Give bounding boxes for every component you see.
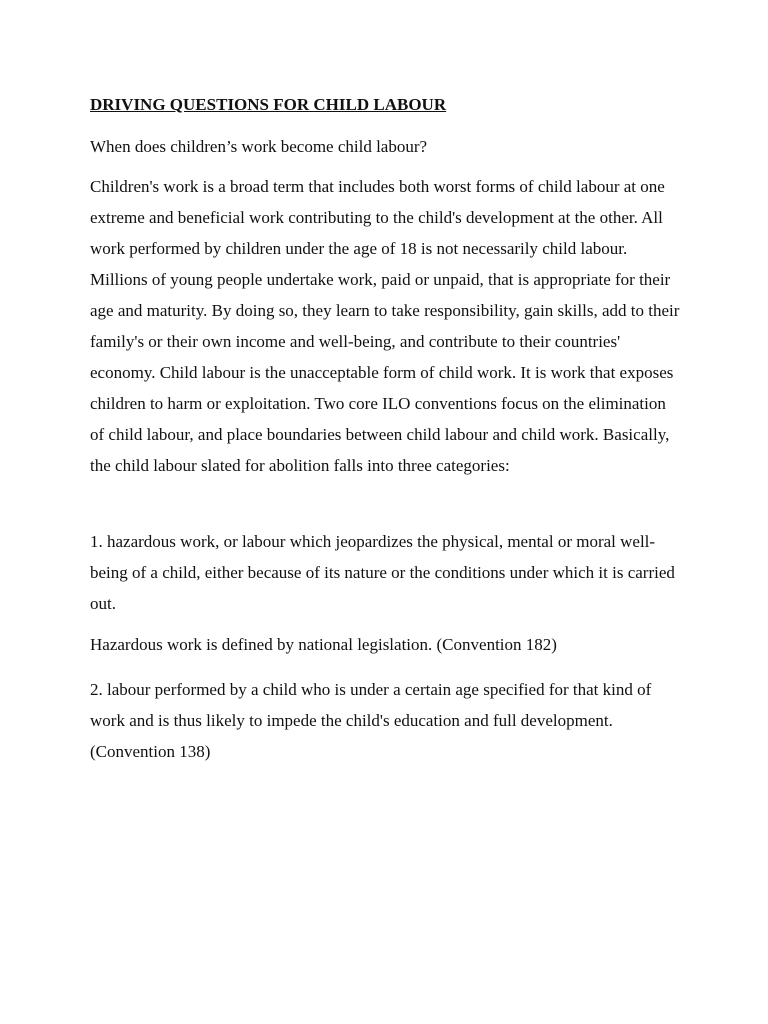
- category-item-1: 1. hazardous work, or labour which jeopardizes the physical, mental or moral well-being of a child, either because of its nature or the conditions under which it is carried out.: [90, 532, 675, 613]
- document-title: DRIVING QUESTIONS FOR CHILD LABOUR: [90, 95, 447, 114]
- intro-paragraph: Children's work is a broad term that includes both worst forms of child labour at one extreme and beneficial work contributing to the child's development at the other. All work performed by children under the age of 18 is not necessarily child labour. Millions of young people undertake work, paid or unpaid, that is appropriate for their age and maturity. By doing so, they learn to take responsibility, gain skills, add to their family's or their own income and well-being, and contribute to their countries' economy. Child labour is the unacceptable form of child work. It is work that exposes children to harm or exploitation. Two core ILO conventions focus on the elimination of child labour, and place boundaries between child labour and child work. Basically, the child labour slated for abolition falls into three categories:: [90, 177, 680, 475]
- question-heading: When does children’s work become child labour?: [90, 137, 428, 156]
- category-item-1-note: Hazardous work is defined by national legislation. (Convention 182): [90, 635, 557, 654]
- category-item-2: 2. labour performed by a child who is under a certain age specified for that kind of work and is thus likely to impede the child's education and full development. (Convention 138): [90, 680, 652, 761]
